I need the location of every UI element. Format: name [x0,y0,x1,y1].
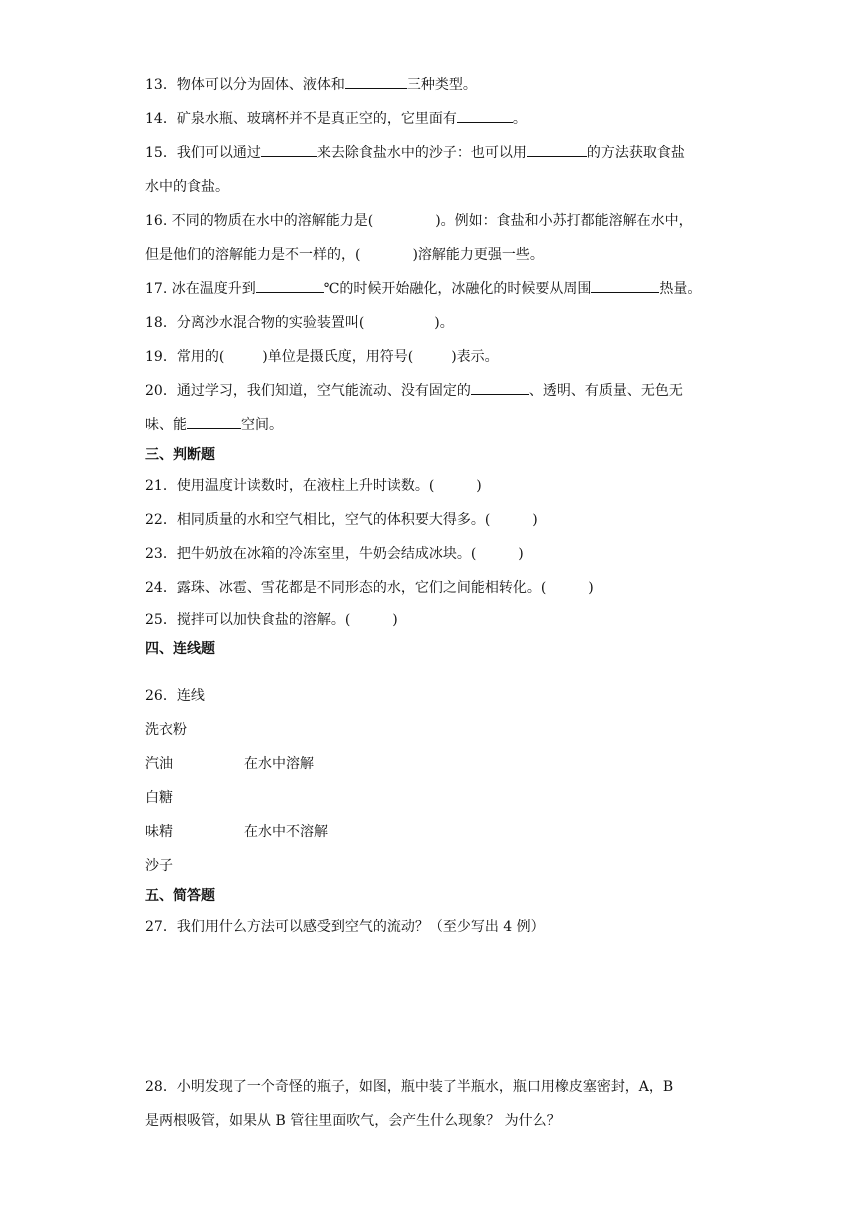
question-15-cont: 水中的食盐。 [145,179,229,195]
answer-blank[interactable] [471,380,529,395]
question-28: 28．小明发现了一个奇怪的瓶子，如图，瓶中装了半瓶水，瓶口用橡皮塞密封，A，B [145,1079,674,1095]
match-left-item[interactable]: 白糖 [145,790,173,806]
question-27: 27．我们用什么方法可以感受到空气的流动？（至少写出 4 例） [145,919,545,935]
answer-blank[interactable] [261,142,317,157]
match-left-item[interactable]: 味精 [145,824,173,840]
question-13: 13．物体可以分为固体、液体和 三种类型。 [145,68,725,102]
question-15: 15．我们可以通过 来去除食盐水中的沙子：也可以用 的方法获取食盐 [145,136,725,170]
question-18: 18．分离沙水混合物的实验装置叫( )。 [145,315,454,331]
match-row [145,713,725,747]
question-23: 23．把牛奶放在冰箱的冷冻室里，牛奶会结成冰块。( ) [145,546,524,562]
question-20: 20．通过学习，我们知道，空气能流动、没有固定的 、透明、有质量、无色无 [145,374,725,408]
question-28-cont: 是两根吸管，如果从 B 管往里面吹气，会产生什么现象？ 为什么？ [145,1113,561,1129]
question-14: 14．矿泉水瓶、玻璃杯并不是真正空的，它里面有 。 [145,102,725,136]
answer-blank[interactable] [345,74,407,89]
match-left-item[interactable]: 沙子 [145,858,173,874]
question-19: 19．常用的( )单位是摄氏度，用符号( )表示。 [145,349,499,365]
question-26: 26．连线 [145,688,205,704]
answer-blank[interactable] [187,414,241,429]
match-row [145,815,725,849]
match-row [145,781,725,815]
section-title-matching: 四、连线题 [145,641,215,657]
match-left-item[interactable]: 汽油 [145,756,173,772]
section-title-judgement: 三、判断题 [145,447,215,463]
question-17: 17. 冰在温度升到 ℃的时候开始融化，冰融化的时候要从周围 热量。 [145,272,725,306]
question-22: 22．相同质量的水和空气相比，空气的体积要大得多。( ) [145,512,538,528]
question-16: 16. 不同的物质在水中的溶解能力是( )。例如：食盐和小苏打都能溶解在水中， [145,213,693,229]
match-left-item[interactable]: 洗衣粉 [145,722,187,738]
question-16-cont: 但是他们的溶解能力是不一样的，( )溶解能力更强一些。 [145,247,544,263]
worksheet-page [145,68,725,1138]
match-row [145,849,725,883]
match-row [145,747,725,781]
question-21: 21．使用温度计读数时，在液柱上升时读数。( ) [145,478,482,494]
answer-space[interactable] [145,944,725,1070]
question-20-cont: 味、能 空间。 [145,408,725,442]
answer-blank[interactable] [527,142,587,157]
answer-blank[interactable] [457,108,513,123]
answer-blank[interactable] [591,278,659,293]
answer-blank[interactable] [256,278,324,293]
section-title-short-answer: 五、简答题 [145,888,215,904]
question-25: 25．搅拌可以加快食盐的溶解。( ) [145,612,398,628]
match-right-item[interactable]: 在水中不溶解 [244,824,328,840]
match-right-item[interactable]: 在水中溶解 [244,756,314,772]
question-24: 24．露珠、冰雹、雪花都是不同形态的水，它们之间能相转化。( ) [145,580,594,596]
